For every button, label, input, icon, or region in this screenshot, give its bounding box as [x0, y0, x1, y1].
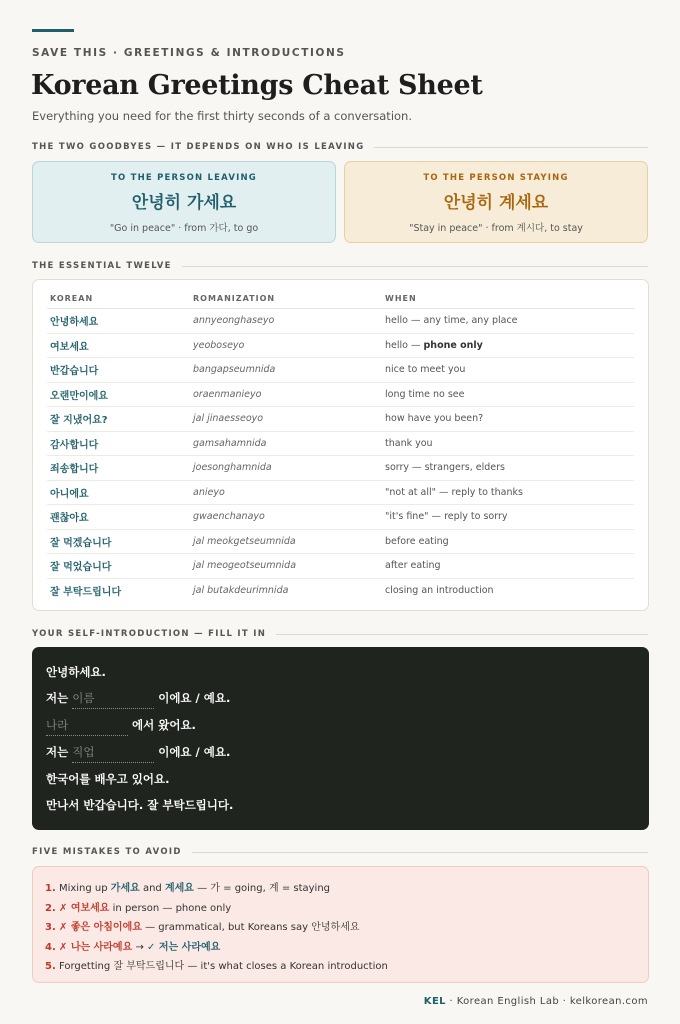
mistake-text: Mixing up	[58, 883, 111, 894]
table-row	[47, 505, 634, 530]
card-note: "Stay in peace" · from 계시다, to stay	[409, 223, 583, 234]
intro-text: 저는	[46, 691, 69, 705]
cell-romanization: gwaenchanayo	[193, 511, 265, 523]
cell-when: after eating	[385, 560, 441, 572]
mistake-highlight: 가세요	[110, 883, 140, 894]
goodbye-leaving-card	[32, 161, 336, 243]
goodbyes-heading	[32, 140, 648, 154]
mistake-item	[45, 918, 360, 933]
cell-romanization: jal jinaesseoyo	[193, 413, 264, 425]
when-prefix: hello —	[385, 339, 424, 351]
intro-text: 이에요 / 예요.	[158, 745, 231, 759]
table-row	[47, 358, 634, 383]
cell-when: "it's fine" — reply to sorry	[385, 511, 508, 523]
table-row	[47, 554, 634, 579]
accent-bar	[32, 29, 74, 32]
phrase-table	[32, 279, 649, 611]
table-row	[47, 530, 634, 555]
column-header-romanization: ROMANIZATION	[193, 294, 276, 303]
mistake-item	[45, 957, 388, 972]
cell-korean: 괜찮아요	[50, 513, 89, 525]
divider	[374, 147, 648, 148]
card-phrase: 안녕히 계세요	[443, 193, 549, 213]
table-row	[47, 407, 634, 432]
cell-korean: 잘 부탁드립니다	[50, 587, 122, 599]
name-blank[interactable]: 이름	[72, 690, 154, 709]
cell-korean: 안녕하세요	[50, 317, 99, 329]
intro-text: 이에요 / 예요.	[158, 691, 231, 705]
cell-when: nice to meet you	[385, 364, 466, 376]
intro-line	[46, 690, 230, 709]
self-intro-card	[32, 647, 649, 830]
table-header	[47, 289, 634, 309]
arrow-icon: →	[132, 941, 148, 953]
divider	[182, 266, 648, 267]
intro-line	[46, 744, 230, 763]
page-subtitle: Everything you need for the first thirty seconds of a conversation.	[32, 109, 412, 123]
cell-korean: 잘 먹었습니다	[50, 562, 112, 574]
job-blank[interactable]: 직업	[72, 744, 154, 763]
mistake-text: in person — phone only	[109, 902, 232, 914]
cell-romanization: anieyo	[193, 486, 225, 498]
cell-when: hello — any time, any place	[385, 315, 518, 327]
intro-line	[46, 717, 196, 736]
mistake-number: 4.	[45, 941, 56, 953]
mistake-highlight: 계세요	[164, 883, 194, 894]
column-header-when: WHEN	[385, 294, 417, 303]
cell-romanization: bangapseumnida	[193, 364, 276, 376]
mistake-number: 3.	[45, 922, 56, 933]
eyebrow: SAVE THIS · GREETINGS & INTRODUCTIONS	[32, 47, 346, 59]
mistake-number: 2.	[45, 902, 56, 914]
card-phrase: 안녕히 가세요	[131, 193, 237, 213]
divider	[192, 852, 648, 853]
cell-romanization: annyeonghaseyo	[193, 315, 275, 327]
intro-line: 안녕하세요.	[46, 665, 106, 679]
mistake-text: — grammatical, but Koreans say 안녕하세요	[141, 922, 360, 933]
intro-line: 한국어를 배우고 있어요.	[46, 772, 170, 786]
card-label: TO THE PERSON LEAVING	[111, 173, 257, 183]
table-row	[47, 579, 634, 604]
cell-romanization: oraenmanieyo	[193, 388, 262, 400]
cell-romanization: yeoboseyo	[193, 339, 245, 351]
cell-korean: 여보세요	[50, 341, 89, 353]
footer-text: · Korean English Lab · kelkorean.com	[445, 996, 648, 1007]
mistake-correct: ✓ 저는 사라예요	[147, 941, 221, 953]
cell-when: long time no see	[385, 388, 465, 400]
cell-korean: 죄송합니다	[50, 464, 99, 476]
mistake-text: Forgetting 잘 부탁드립니다 — it's what closes a Korean introduction	[58, 961, 388, 972]
intro-text: 에서 왔어요.	[132, 718, 196, 732]
when-emphasis: phone only	[423, 339, 483, 351]
cell-korean: 잘 지냈어요?	[50, 415, 108, 427]
cell-when: "not at all" — reply to thanks	[385, 486, 523, 498]
country-blank[interactable]: 나라	[46, 717, 128, 736]
intro-text: 저는	[46, 745, 69, 759]
intro-heading-text: YOUR SELF-INTRODUCTION — FILL IT IN	[32, 629, 267, 639]
mistake-text: and	[139, 883, 165, 894]
table-row	[47, 432, 634, 457]
footer	[424, 996, 648, 1007]
mistake-wrong: ✗ 좋은 아침이에요	[58, 922, 142, 933]
essentials-heading	[32, 259, 648, 273]
mistake-number: 1.	[45, 883, 56, 894]
cell-when: before eating	[385, 535, 449, 547]
table-row	[47, 334, 634, 359]
cell-korean: 잘 먹겠습니다	[50, 537, 112, 549]
mistakes-card	[32, 866, 649, 983]
cell-korean: 반갑습니다	[50, 366, 99, 378]
cell-when: sorry — strangers, elders	[385, 462, 505, 474]
page-title: Korean Greetings Cheat Sheet	[31, 70, 483, 101]
cell-romanization: gamsahamnida	[193, 437, 267, 449]
footer-brand: KEL	[423, 996, 446, 1007]
column-header-korean: KOREAN	[50, 294, 94, 303]
mistake-text: — 가 = going, 계 = staying	[193, 883, 331, 894]
intro-line: 만나서 반갑습니다. 잘 부탁드립니다.	[46, 798, 234, 812]
cell-romanization: jal meokgetseumnida	[193, 535, 296, 547]
table-row	[47, 481, 634, 506]
card-note: "Go in peace" · from 가다, to go	[109, 223, 259, 234]
card-label: TO THE PERSON STAYING	[423, 173, 569, 183]
mistakes-heading-text: FIVE MISTAKES TO AVOID	[32, 847, 182, 857]
mistake-wrong: ✗ 여보세요	[58, 902, 110, 914]
cell-romanization: jal butakdeurimnida	[193, 585, 289, 597]
mistake-number: 5.	[45, 961, 56, 972]
cell-romanization: joesonghamnida	[193, 462, 272, 474]
cell-korean: 감사합니다	[50, 439, 99, 451]
mistake-item	[45, 899, 231, 914]
cell-romanization: jal meogeotseumnida	[193, 560, 297, 572]
table-row	[47, 309, 634, 334]
cell-korean: 아니에요	[50, 488, 89, 500]
cell-when: how have you been?	[385, 413, 484, 425]
cell-when: thank you	[385, 437, 433, 449]
mistake-item	[45, 938, 220, 953]
essentials-heading-text: THE ESSENTIAL TWELVE	[32, 261, 172, 271]
divider	[276, 634, 648, 635]
cell-when: closing an introduction	[385, 585, 494, 597]
cell-when	[385, 340, 634, 351]
table-row	[47, 456, 634, 481]
intro-heading	[32, 627, 648, 641]
mistakes-heading	[32, 845, 648, 859]
mistake-item	[45, 879, 330, 894]
table-row	[47, 383, 634, 408]
mistake-wrong: ✗ 나는 사라예요	[58, 941, 133, 953]
cell-korean: 오랜만이에요	[50, 390, 108, 402]
goodbyes-heading-text: THE TWO GOODBYES — IT DEPENDS ON WHO IS LEAVING	[32, 142, 365, 152]
goodbye-staying-card	[344, 161, 648, 243]
